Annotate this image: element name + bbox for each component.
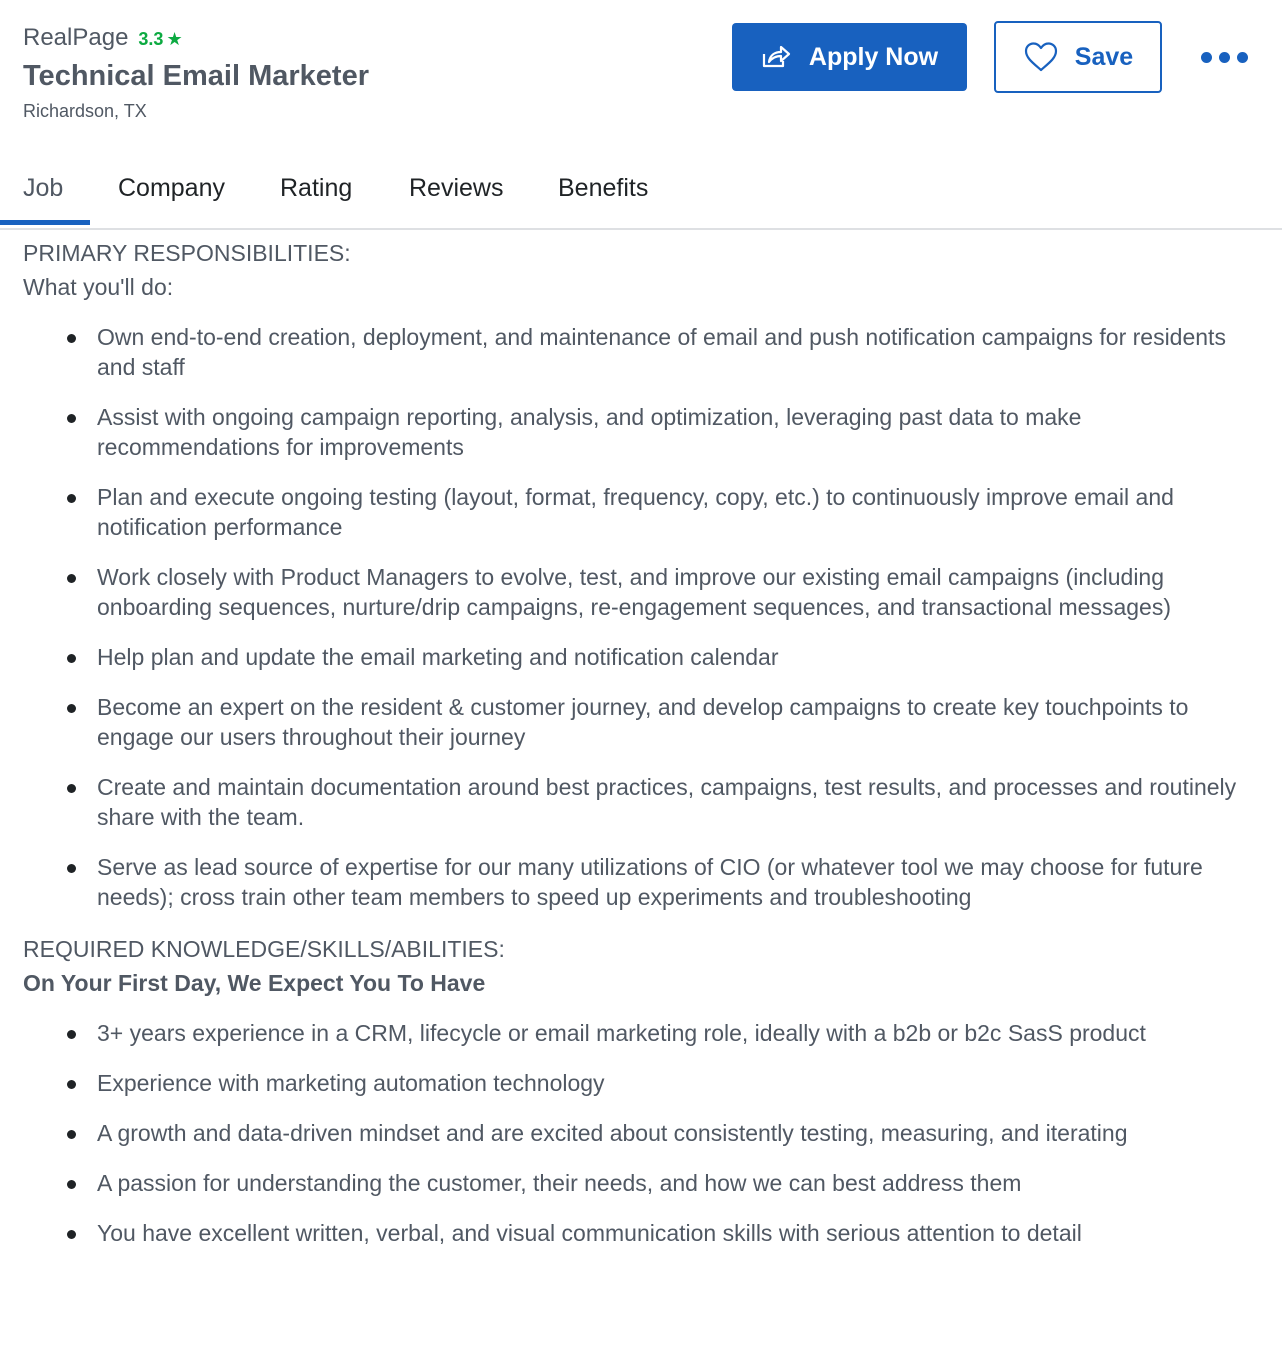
more-dot-icon [1201, 52, 1212, 63]
list-item: Serve as lead source of expertise for our many utilizations of CIO (or whatever tool we may choose for future needs); cross train other team members to speed up experiments and troubleshooting [23, 852, 1253, 912]
company-name[interactable]: RealPage [23, 24, 129, 51]
job-title: Technical Email Marketer [23, 60, 370, 92]
share-arrow-icon [761, 45, 791, 69]
more-dot-icon [1237, 52, 1248, 63]
list-item: Create and maintain documentation around best practices, campaigns, test results, and processes and routinely share with the team. [23, 772, 1253, 832]
job-location: Richardson, TX [23, 101, 147, 121]
list-item: Help plan and update the email marketing and notification calendar [23, 642, 1253, 672]
tab-reviews[interactable]: Reviews [409, 174, 504, 202]
skills-list [23, 1018, 1253, 1248]
company-rating: 3.3 [138, 29, 164, 49]
responsibilities-list [23, 322, 1253, 912]
tab-rating[interactable]: Rating [280, 174, 353, 202]
responsibilities-subheading: What you'll do: [23, 274, 174, 300]
list-item: Experience with marketing automation technology [23, 1068, 1253, 1098]
company-line [23, 24, 183, 52]
more-dot-icon [1219, 52, 1230, 63]
list-item: A growth and data-driven mindset and are excited about consistently testing, measuring, and iterating [23, 1118, 1253, 1148]
more-options-button[interactable] [1194, 44, 1254, 70]
star-icon: ★ [166, 29, 183, 49]
apply-now-label: Apply Now [808, 42, 939, 71]
responsibilities-heading: PRIMARY RESPONSIBILITIES: [23, 240, 351, 266]
skills-heading: REQUIRED KNOWLEDGE/SKILLS/ABILITIES: [23, 936, 505, 962]
list-item: Work closely with Product Managers to evolve, test, and improve our existing email campaigns (including onboarding sequences, nurture/drip campaigns, re-engagement sequences, and transactional messages) [23, 562, 1253, 622]
list-item: A passion for understanding the customer, their needs, and how we can best address them [23, 1168, 1253, 1198]
tab-job[interactable]: Job [23, 174, 64, 202]
list-item: 3+ years experience in a CRM, lifecycle or email marketing role, ideally with a b2b or b2c SasS product [23, 1018, 1253, 1048]
list-item: Become an expert on the resident & customer journey, and develop campaigns to create key touchpoints to engage our users throughout their journey [23, 692, 1253, 752]
active-tab-indicator [0, 220, 90, 225]
list-item: Assist with ongoing campaign reporting, analysis, and optimization, leveraging past data to make recommendations for improvements [23, 402, 1253, 462]
save-label: Save [1074, 42, 1134, 71]
job-description [23, 236, 1253, 1268]
tab-bar [0, 160, 1282, 230]
list-item: You have excellent written, verbal, and visual communication skills with serious attention to detail [23, 1218, 1253, 1248]
list-item: Plan and execute ongoing testing (layout, format, frequency, copy, etc.) to continuously improve email and notification performance [23, 482, 1253, 542]
skills-subheading: On Your First Day, We Expect You To Have [23, 970, 486, 996]
save-button[interactable] [994, 21, 1162, 93]
heart-icon [1023, 41, 1059, 73]
tab-benefits[interactable]: Benefits [558, 174, 649, 202]
apply-now-button[interactable] [732, 23, 967, 91]
list-item: Own end-to-end creation, deployment, and maintenance of email and push notification campaigns for residents and staff [23, 322, 1253, 382]
tab-company[interactable]: Company [118, 174, 225, 202]
job-header [0, 0, 1282, 140]
